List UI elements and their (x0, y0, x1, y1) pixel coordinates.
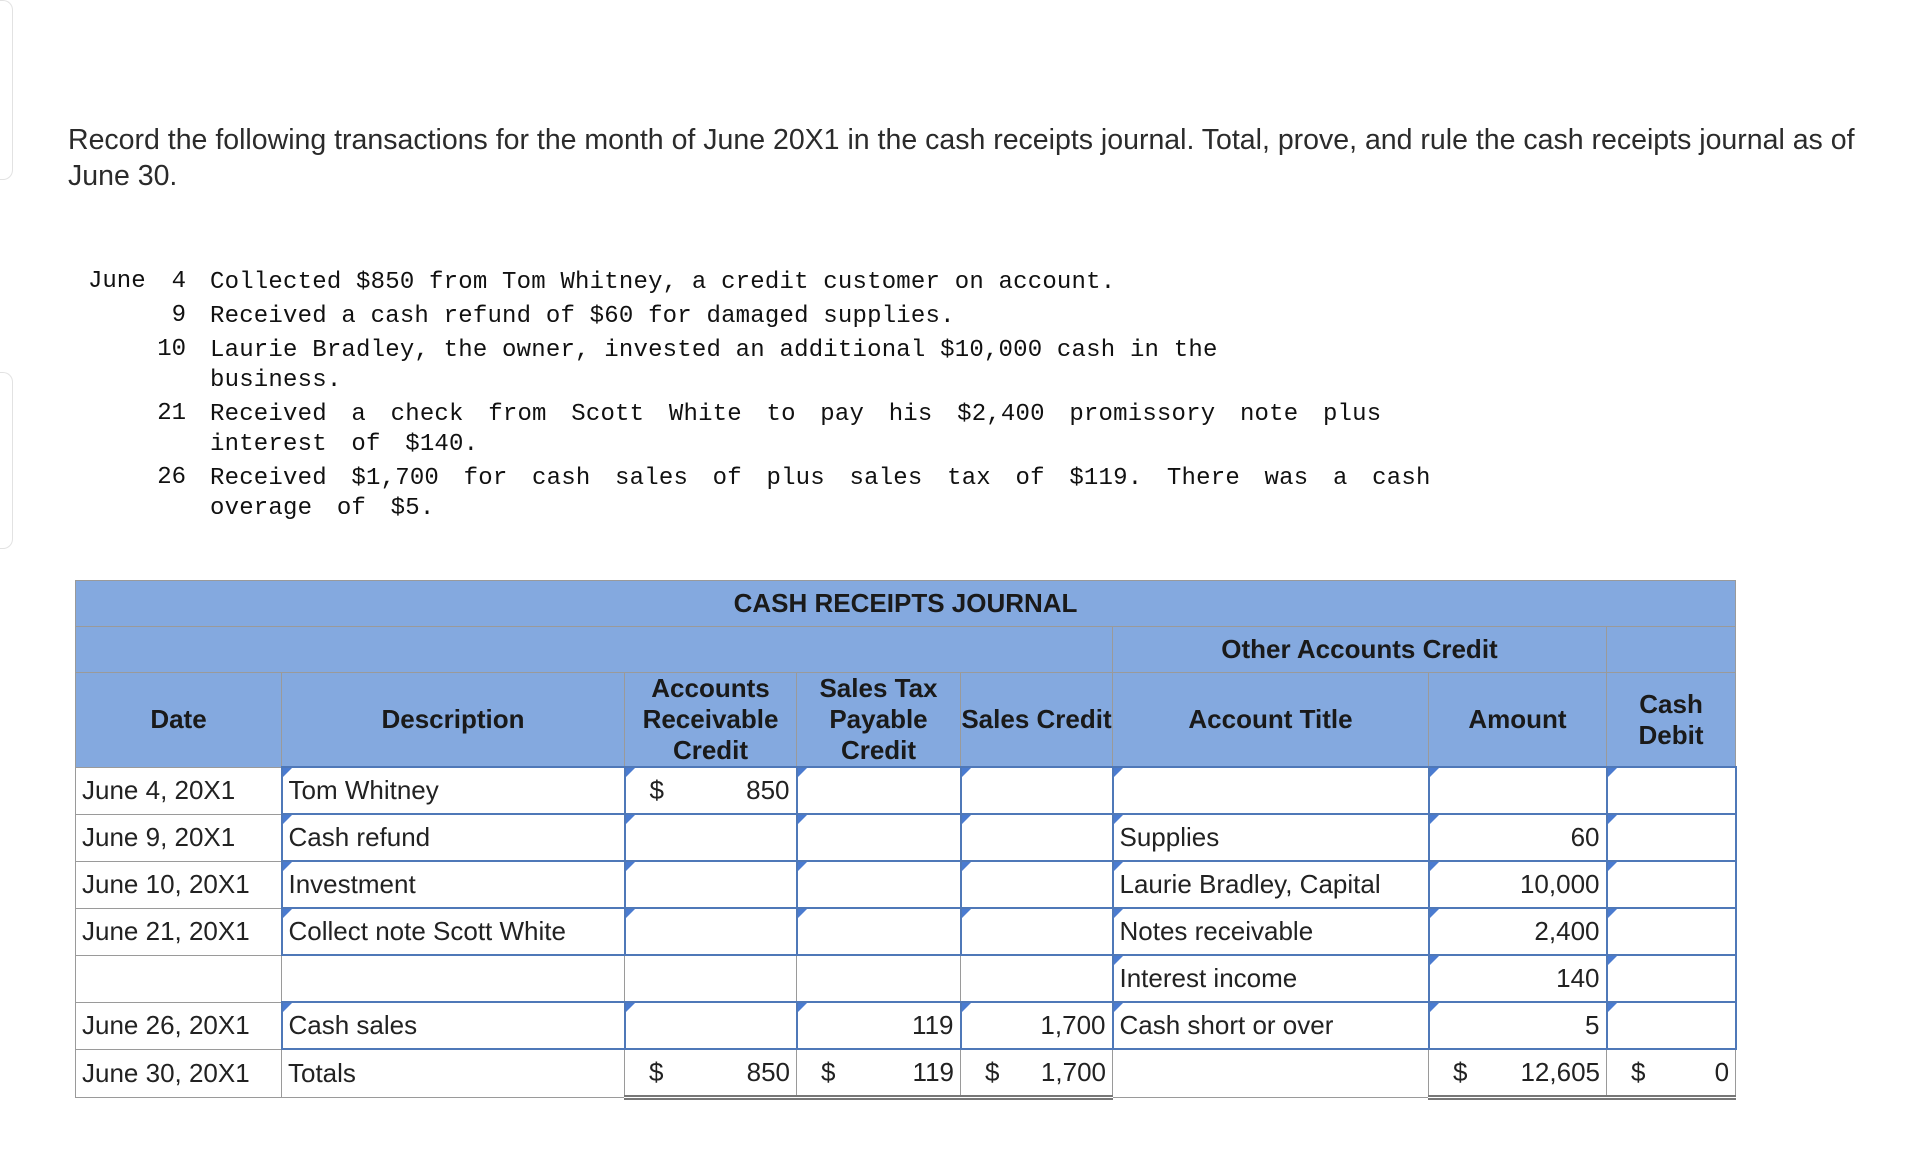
ar-credit-input[interactable] (625, 861, 797, 908)
currency-symbol: $ (821, 1057, 836, 1087)
transaction-day: 4 (171, 268, 186, 295)
cash-debit-input[interactable] (1607, 767, 1736, 814)
total-ar-cell (625, 1049, 797, 1098)
total-sales-cell (961, 1049, 1113, 1098)
date-value: June 21, 20X1 (82, 916, 250, 946)
description-value: Investment (288, 869, 416, 899)
cash-debit-input[interactable] (1607, 908, 1736, 955)
cash-debit-input[interactable] (1607, 955, 1736, 1002)
sales-tax-input[interactable] (797, 861, 961, 908)
total-cash-value: 0 (1714, 1057, 1730, 1087)
table-row (76, 955, 1736, 1002)
account-title-value: Cash short or over (1119, 1010, 1334, 1040)
ar-credit-input[interactable] (625, 767, 797, 814)
transaction-item (88, 400, 1450, 460)
account-title-input[interactable] (1113, 814, 1429, 861)
transaction-month (88, 400, 146, 460)
account-title-input[interactable] (1113, 955, 1429, 1002)
sales-tax-input[interactable] (797, 908, 961, 955)
table-row (76, 767, 1736, 814)
totals-date-cell (76, 1049, 282, 1098)
transaction-day: 26 (157, 464, 186, 491)
description-value: Cash sales (288, 1010, 418, 1040)
amount-value: 2,400 (1534, 916, 1600, 946)
description-input[interactable] (282, 861, 625, 908)
cash-receipts-journal (75, 580, 1737, 1100)
description-cell (282, 955, 625, 1002)
amount-value: 140 (1556, 963, 1600, 993)
transaction-month (88, 302, 146, 332)
sales-tax-header: Sales Tax Payable Credit (797, 673, 961, 768)
sales-value: 1,700 (1040, 1010, 1106, 1040)
transaction-text: Collected $850 from Tom Whitney, a credit customer on account. (210, 269, 1116, 296)
amount-input[interactable] (1429, 814, 1607, 861)
currency-symbol: $ (985, 1057, 1000, 1087)
sales-tax-cell (797, 955, 961, 1002)
sales-credit-input[interactable] (961, 1002, 1113, 1049)
transaction-item (88, 302, 1450, 332)
description-value: Cash refund (288, 822, 431, 852)
ar-credit-input[interactable] (625, 1002, 797, 1049)
cash-debit-input[interactable] (1607, 861, 1736, 908)
total-sales-value: 1,700 (1040, 1057, 1106, 1087)
transaction-month (88, 336, 146, 396)
cash-debit-input[interactable] (1607, 1002, 1736, 1049)
description-input[interactable] (282, 1002, 625, 1049)
date-cell (76, 767, 282, 814)
total-sales-tax-value: 119 (912, 1057, 954, 1087)
totals-row (76, 1049, 1736, 1098)
date-value: June 30, 20X1 (82, 1057, 250, 1088)
currency-symbol: $ (1631, 1057, 1646, 1087)
date-value: June 4, 20X1 (82, 775, 236, 805)
cash-debit-header: Cash Debit (1607, 673, 1736, 768)
amount-input[interactable] (1429, 767, 1607, 814)
transaction-text: Received $1,700 for cash sales of plus sales tax of $119. There was a cash overage of $5. (210, 465, 1431, 522)
sales-credit-input[interactable] (961, 861, 1113, 908)
ar-credit-cell (625, 955, 797, 1002)
ar-credit-input[interactable] (625, 908, 797, 955)
amount-value: 60 (1570, 822, 1600, 852)
ar-credit-input[interactable] (625, 814, 797, 861)
description-value: Totals (288, 1058, 356, 1088)
sales-credit-input[interactable] (961, 908, 1113, 955)
date-cell (76, 908, 282, 955)
sales-credit-cell (961, 955, 1113, 1002)
date-header: Date (76, 673, 282, 768)
totals-description-cell (282, 1049, 625, 1098)
transaction-day: 21 (157, 400, 186, 427)
transaction-text: Received a cash refund of $60 for damaged supplies. (210, 303, 955, 330)
date-value: June 9, 20X1 (82, 822, 236, 852)
total-sales-tax-cell (797, 1049, 961, 1098)
amount-input[interactable] (1429, 1002, 1607, 1049)
description-value: Tom Whitney (288, 775, 439, 805)
currency-symbol: $ (649, 775, 664, 805)
journal-title: CASH RECEIPTS JOURNAL (76, 581, 1736, 627)
account-title-value: Interest income (1119, 963, 1298, 993)
table-row (76, 1002, 1736, 1049)
total-amount-value: 12,605 (1520, 1057, 1600, 1087)
total-amount-cell (1429, 1049, 1607, 1098)
transaction-month: June (88, 268, 146, 295)
currency-symbol: $ (649, 1057, 664, 1087)
amount-input[interactable] (1429, 908, 1607, 955)
header-spacer (76, 627, 1113, 673)
header-spacer (1607, 627, 1736, 673)
account-title-header: Account Title (1113, 673, 1429, 768)
totals-account-cell (1113, 1049, 1429, 1098)
date-cell (76, 1002, 282, 1049)
left-edge-tab (0, 372, 13, 549)
description-value: Collect note Scott White (288, 916, 566, 946)
amount-value: 10,000 (1519, 869, 1600, 899)
table-row (76, 814, 1736, 861)
account-title-input[interactable] (1113, 767, 1429, 814)
description-input[interactable] (282, 908, 625, 955)
transaction-text: Laurie Bradley, the owner, invested an additional $10,000 cash in the business. (210, 337, 1218, 394)
date-cell (76, 955, 282, 1002)
sales-credit-header: Sales Credit (961, 673, 1113, 768)
amount-input[interactable] (1429, 861, 1607, 908)
account-title-value: Laurie Bradley, Capital (1119, 869, 1381, 899)
sales-tax-input[interactable] (797, 814, 961, 861)
currency-symbol: $ (1453, 1057, 1468, 1087)
transaction-text: Received a check from Scott White to pay his $2,400 promissory note plus interest of $140. (210, 401, 1382, 458)
sales-tax-input[interactable] (797, 767, 961, 814)
date-cell (76, 861, 282, 908)
transaction-list (88, 268, 1450, 528)
cash-debit-input[interactable] (1607, 814, 1736, 861)
transaction-day: 10 (157, 336, 186, 363)
sales-tax-input[interactable] (797, 1002, 961, 1049)
transaction-item (88, 464, 1450, 524)
other-accounts-credit-header: Other Accounts Credit (1113, 627, 1607, 673)
amount-value: 5 (1585, 1010, 1600, 1040)
left-edge-tab (0, 0, 13, 180)
description-header: Description (282, 673, 625, 768)
table-row (76, 908, 1736, 955)
sales-credit-input[interactable] (961, 767, 1113, 814)
transaction-item (88, 336, 1450, 396)
description-input[interactable] (282, 767, 625, 814)
total-ar-value: 850 (746, 1057, 790, 1087)
table-row (76, 861, 1736, 908)
description-input[interactable] (282, 814, 625, 861)
date-value: June 10, 20X1 (82, 869, 250, 899)
ar-credit-header: Accounts Receivable Credit (625, 673, 797, 768)
instructions-text: Record the following transactions for the month of June 20X1 in the cash receipts journal. Total, prove, and rule the cash receipts journal as of June 30. (68, 124, 1855, 192)
account-title-value: Supplies (1119, 822, 1220, 852)
date-value: June 26, 20X1 (82, 1010, 250, 1040)
amount-header: Amount (1429, 673, 1607, 768)
date-cell (76, 814, 282, 861)
transaction-item (88, 268, 1450, 298)
transaction-day: 9 (171, 302, 186, 329)
account-title-input[interactable] (1113, 861, 1429, 908)
account-title-input[interactable] (1113, 908, 1429, 955)
sales-credit-input[interactable] (961, 814, 1113, 861)
transaction-month (88, 464, 146, 524)
account-title-input[interactable] (1113, 1002, 1429, 1049)
total-cash-cell (1607, 1049, 1736, 1098)
amount-input[interactable] (1429, 955, 1607, 1002)
sales-tax-value: 119 (912, 1010, 954, 1040)
account-title-value: Notes receivable (1119, 916, 1314, 946)
ar-value: 850 (746, 775, 790, 805)
